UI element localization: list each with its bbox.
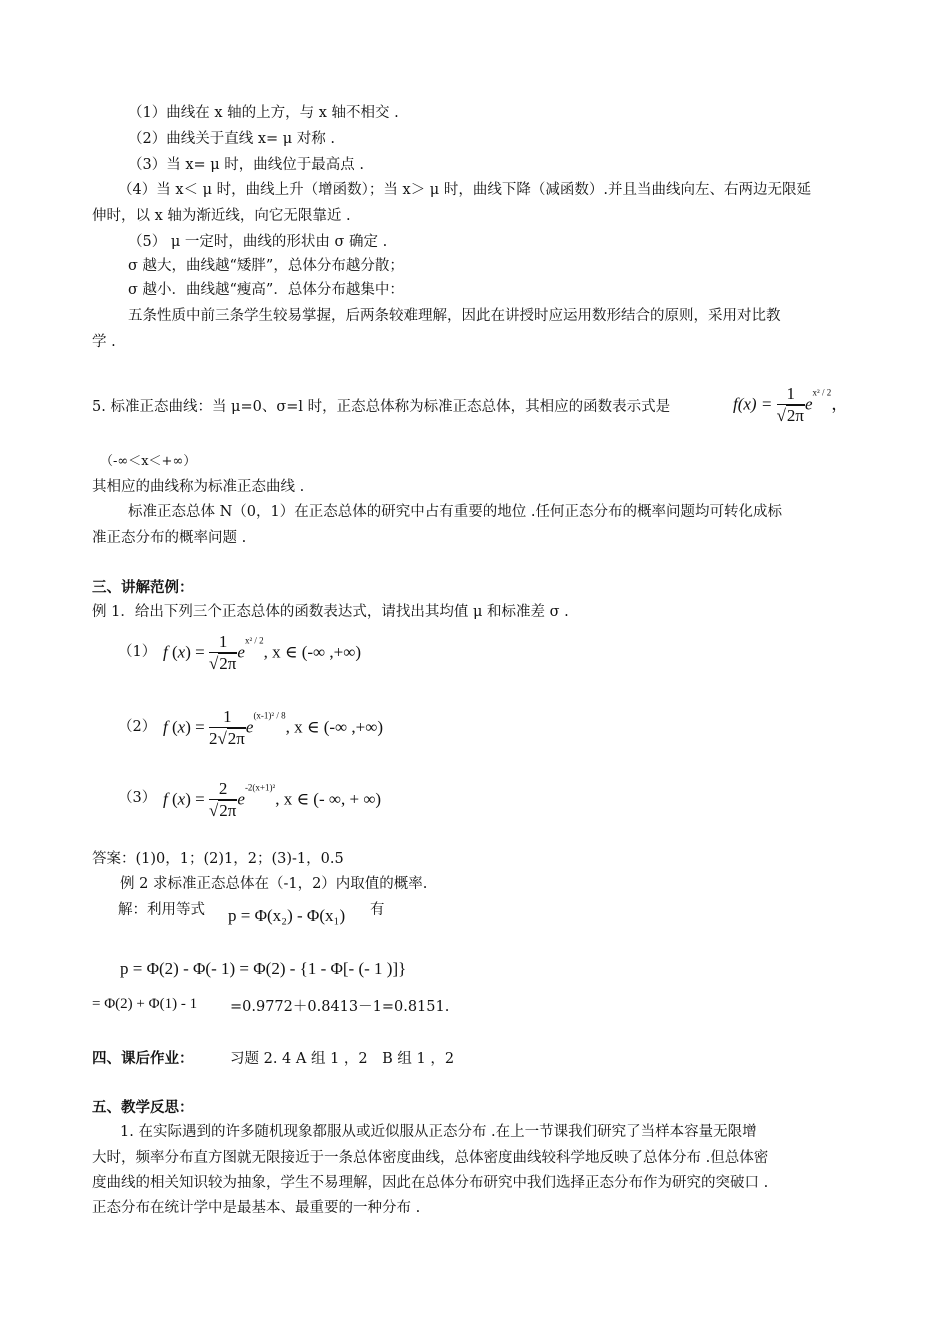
solution-result-value: =0.9772＋0.8413－1=0.8151.	[230, 999, 450, 1015]
reflection-line1: 1. 在实际遇到的许多随机现象都服从或近似服从正态分布 .在上一节课我们研究了当样本容量无限增	[120, 1124, 757, 1140]
property-2: （2）曲线关于直线 x= μ 对称 .	[128, 131, 336, 147]
standard-normal-line1: 5. 标准正态曲线：当 μ=0、σ=l 时，正态总体称为标准正态总体，其相应的函数表示式是	[92, 399, 671, 415]
reflection-line2: 大时，频率分布直方图就无限接近于一条总体密度曲线，总体密度曲线较科学地反映了总体分布 .但总体密	[92, 1150, 769, 1166]
example1-answer: 答案：(1)0，1；(2)1，2；(3)-1，0.5	[92, 851, 344, 867]
formula-denominator: 2π	[786, 406, 804, 425]
example2-prompt: 例 2 求标准正态总体在（-1，2）内取值的概率.	[120, 876, 428, 892]
example1-item3-label: （3）	[118, 790, 157, 806]
example1-prompt: 例 1．给出下列三个正态总体的函数表达式，请找出其均值 μ 和标准差 σ .	[92, 604, 569, 620]
example1-item1-label: （1）	[118, 644, 157, 660]
property-4-line2: 伸时，以 x 轴为渐近线，向它无限靠近 .	[92, 208, 351, 224]
solution-calculation: p = Φ(2) - Φ(- 1) = Φ(2) - {1 - Φ[- (- 1 )]}	[120, 959, 407, 978]
property-1: （1）曲线在 x 轴的上方，与 x 轴不相交 .	[128, 105, 399, 121]
solution-identity-formula: p = Φ(x₂) - Φ(x₁)	[228, 906, 346, 925]
example1-item1-formula: f (x) = $\frac{1}{√2\pi}$ $e^{x^2 / 2}$, x ∈ (-∞ ,+∞)	[163, 632, 362, 673]
formula-exponent: x² / 2	[812, 387, 832, 398]
example1-item2-formula: f (x) = $\frac{1}{2√2\pi}$ $e^{(x-1)^2 / 8}$, x ∈ (-∞ ,+∞)	[163, 707, 384, 748]
section5-heading: 五、教学反思：	[92, 1100, 194, 1116]
solution-result-formula: = Φ(2) + Φ(1) - 1	[92, 996, 198, 1012]
property-4-line1: （4）当 x＜ μ 时，曲线上升（增函数）；当 x＞ μ 时，曲线下降（减函数）.并且当曲线向左、右两边无限延	[118, 182, 811, 198]
solution-suffix: 有	[370, 902, 385, 918]
solution-prefix: 解：利用等式	[118, 902, 205, 918]
teaching-note-line1: 五条性质中前三条学生较易掌握，后两条较难理解，因此在讲授时应运用数形结合的原则，采用对比教	[128, 308, 781, 324]
property-5b: σ 越小．曲线越“瘦高”．总体分布越集中：	[128, 282, 404, 298]
standard-normal-line2: 其相应的曲线称为标准正态曲线 .	[92, 479, 305, 495]
reflection-line4: 正态分布在统计学中是最基本、最重要的一种分布 .	[92, 1200, 421, 1216]
example1-item2-label: （2）	[118, 719, 157, 735]
example1-item3-formula: f (x) = $\frac{2}{√2\pi}$ $e^{-2(x+1)^2}$, x ∈ (- ∞, + ∞)	[163, 779, 382, 820]
section3-heading: 三、讲解范例：	[92, 580, 194, 596]
reflection-line3: 度曲线的相关知识较为抽象，学生不易理解，因此在总体分布研究中我们选择正态分布作为研究的突破口 .	[92, 1175, 769, 1191]
homework-content: 习题 2. 4 A 组 1 ，2 B 组 1 ，2	[230, 1051, 455, 1067]
section4-heading: 四、课后作业：	[92, 1051, 194, 1067]
property-5: （5） μ 一定时，曲线的形状由 σ 确定 .	[128, 234, 388, 250]
teaching-note-line2: 学 .	[92, 334, 116, 350]
formula-lhs: f(x) =	[733, 394, 773, 414]
property-3: （3）当 x= μ 时，曲线位于最高点 .	[128, 157, 365, 173]
formula-trailing-comma: ，	[831, 394, 849, 414]
standard-normal-formula: f(x) = $\frac{1}{√2\pi}$ $e^{x^2 / 2}$，	[733, 384, 849, 425]
formula-numerator: 1	[777, 384, 805, 405]
standard-normal-line3: 标准正态总体 N（0，1）在正态总体的研究中占有重要的地位 .任何正态分布的概率问题均可转化成标	[128, 504, 782, 520]
standard-normal-line4: 准正态分布的概率问题 .	[92, 530, 247, 546]
standard-normal-domain: （-∞＜x＜+∞）	[100, 454, 197, 469]
property-5a: σ 越大，曲线越“矮胖”，总体分布越分散；	[128, 258, 404, 274]
